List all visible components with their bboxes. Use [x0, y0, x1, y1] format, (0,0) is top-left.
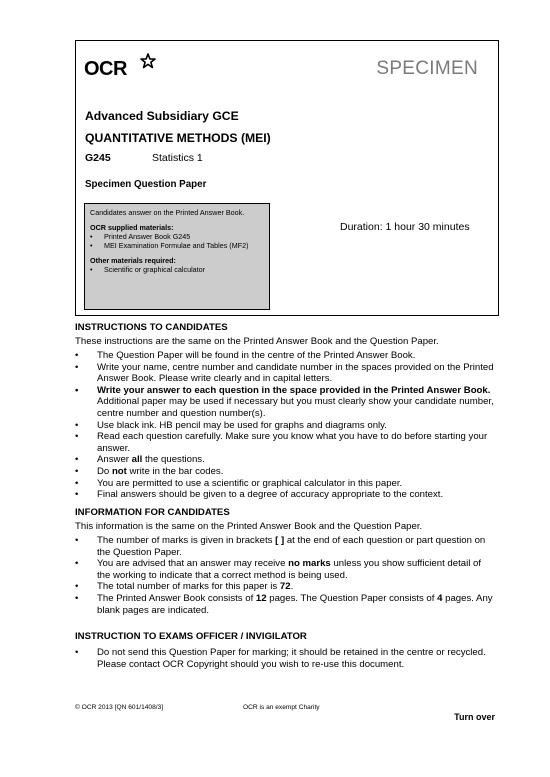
list-item: • You are permitted to use a scientific or graphical calculator in this paper.	[75, 477, 403, 489]
instructions-title: INSTRUCTIONS TO CANDIDATES	[75, 322, 228, 333]
list-item: • Write your name, centre number and candidate number in the spaces provided on the Printed Answer Book. Please write clearly and in capital letters.	[75, 361, 494, 385]
other-item: • Scientific or graphical calculator	[90, 265, 206, 274]
charity-notice: OCR is an exempt Charity	[243, 704, 320, 711]
instructions-list	[75, 350, 495, 501]
cover-header-box	[75, 40, 499, 316]
ocr-logo	[84, 59, 127, 79]
turn-over-label: Turn over	[454, 712, 495, 722]
list-item: • The Printed Answer Book consists of 12 pages. The Question Paper consists of 4 pages. Any blank pages are indicated.	[75, 592, 493, 616]
list-item: • The number of marks is given in brackets [ ] at the end of each question or part question on the Question Paper.	[75, 535, 486, 558]
list-item: • You are advised that an answer may receive no marks unless you show sufficient detail of the working to indicate that a correct method is being used.	[75, 558, 481, 581]
list-item: • Final answers should be given to a degree of accuracy appropriate to the context.	[75, 489, 444, 501]
list-item: • Do not write in the bar codes.	[75, 465, 224, 477]
specimen-watermark: SPECIMEN	[376, 58, 478, 79]
other-heading: Other materials required:	[90, 256, 176, 265]
list-item: • Do not send this Question Paper for marking; it should be retained in the centre or recycled. Please contact OCR Copyright should you wish to re-use this document.	[75, 647, 486, 670]
copyright-notice: © OCR 2013 [QN 601/1408/3]	[75, 704, 164, 711]
officer-title: INSTRUCTION TO EXAMS OFFICER / INVIGILATOR	[75, 631, 307, 642]
unit-code: G245	[85, 152, 111, 164]
instructions-intro: These instructions are the same on the Printed Answer Book and the Question Paper.	[75, 336, 439, 347]
list-item: • Write your answer to each question in the space provided in the Printed Answer Book. Additional paper may be used if necessary but you must clearly show your candidate number, centre number and question number(s).	[75, 384, 494, 419]
paper-type: Specimen Question Paper	[85, 179, 207, 190]
information-intro: This information is the same on the Printed Answer Book and the Question Paper.	[75, 521, 423, 532]
supplied-heading: OCR supplied materials:	[90, 223, 174, 232]
supplied-item: • MEI Examination Formulae and Tables (MF2)	[90, 241, 249, 250]
list-item: • The Question Paper will be found in the centre of the Printed Answer Book.	[75, 350, 416, 361]
qualification-title: Advanced Subsidiary GCE	[85, 109, 239, 123]
officer-list	[75, 647, 495, 670]
supplied-item: • Printed Answer Book G245	[90, 232, 191, 241]
exam-duration: Duration: 1 hour 30 minutes	[340, 221, 470, 233]
paper-name: Statistics 1	[152, 152, 203, 164]
list-item: • The total number of marks for this paper is 72.	[75, 581, 294, 593]
list-item: • Answer all the questions.	[75, 454, 205, 466]
list-item: • Read each question carefully. Make sure you know what you have to do before starting your answer.	[75, 431, 488, 454]
information-title: INFORMATION FOR CANDIDATES	[75, 507, 230, 518]
answer-note: Candidates answer on the Printed Answer Book.	[90, 208, 245, 217]
information-list	[75, 535, 495, 616]
subject-title: QUANTITATIVE METHODS (MEI)	[85, 131, 271, 145]
list-item: • Use black ink. HB pencil may be used for graphs and diagrams only.	[75, 419, 387, 431]
materials-box	[84, 203, 270, 310]
logo-text: OCR	[84, 58, 127, 80]
star-icon	[140, 53, 156, 69]
